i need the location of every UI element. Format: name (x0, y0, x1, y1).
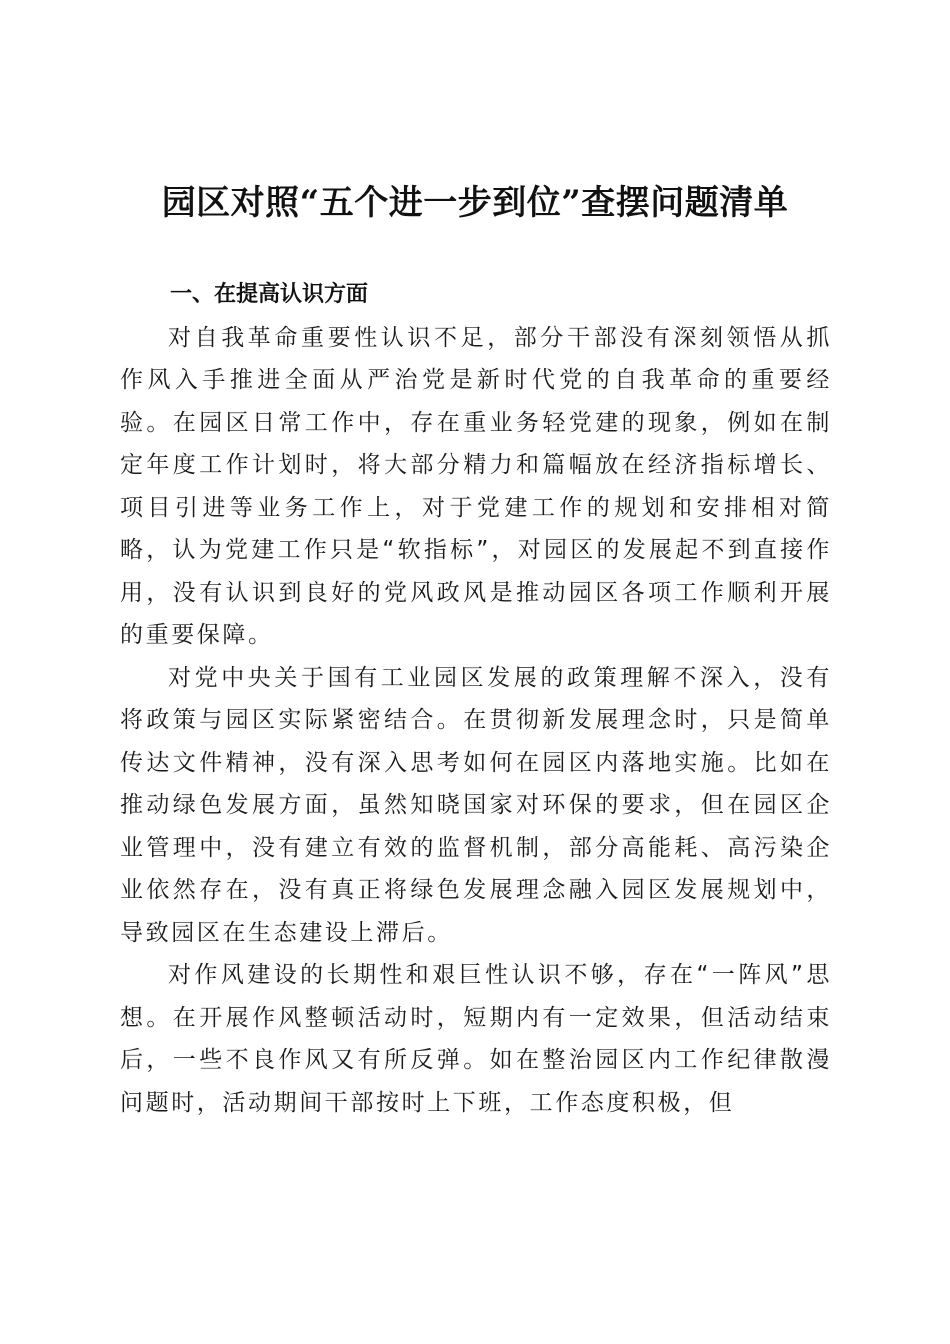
paragraph-3: 对作风建设的长期性和艰巨性认识不够，存在“一阵风”思想。在开展作风整顿活动时，短期内有一定效果，但活动结束后，一些不良作风又有所反弹。如在整治园区内工作纪律散漫问题时，活动期间干部按时上下班，工作态度积极，但 (120, 962, 832, 1116)
document-body (120, 274, 832, 1124)
document-title: 园区对照“五个进一步到位”查摆问题清单 (161, 183, 789, 223)
paragraph-2: 对党中央关于国有工业园区发展的政策理解不深入，没有将政策与园区实际紧密结合。在贯彻新发展理念时，只是简单传达文件精神，没有深入思考如何在园区内落地实施。比如在推动绿色发展方面，虽然知晓国家对环保的要求，但在园区企业管理中，没有建立有效的监督机制，部分高能耗、高污染企业依然存在，没有真正将绿色发展理念融入园区发展规划中，导致园区在生态建设上滞后。 (120, 664, 832, 946)
paragraph-1: 对自我革命重要性认识不足，部分干部没有深刻领悟从抓作风入手推进全面从严治党是新时代党的自我革命的重要经验。在园区日常工作中，存在重业务轻党建的现象，例如在制定年度工作计划时，将大部分精力和篇幅放在经济指标增长、项目引进等业务工作上，对于党建工作的规划和安排相对简略，认为党建工作只是“软指标”，对园区的发展起不到直接作用，没有认识到良好的党风政风是推动园区各项工作顺利开展的重要保障。 (120, 324, 832, 648)
section-heading: 一、在提高认识方面 (170, 282, 369, 307)
